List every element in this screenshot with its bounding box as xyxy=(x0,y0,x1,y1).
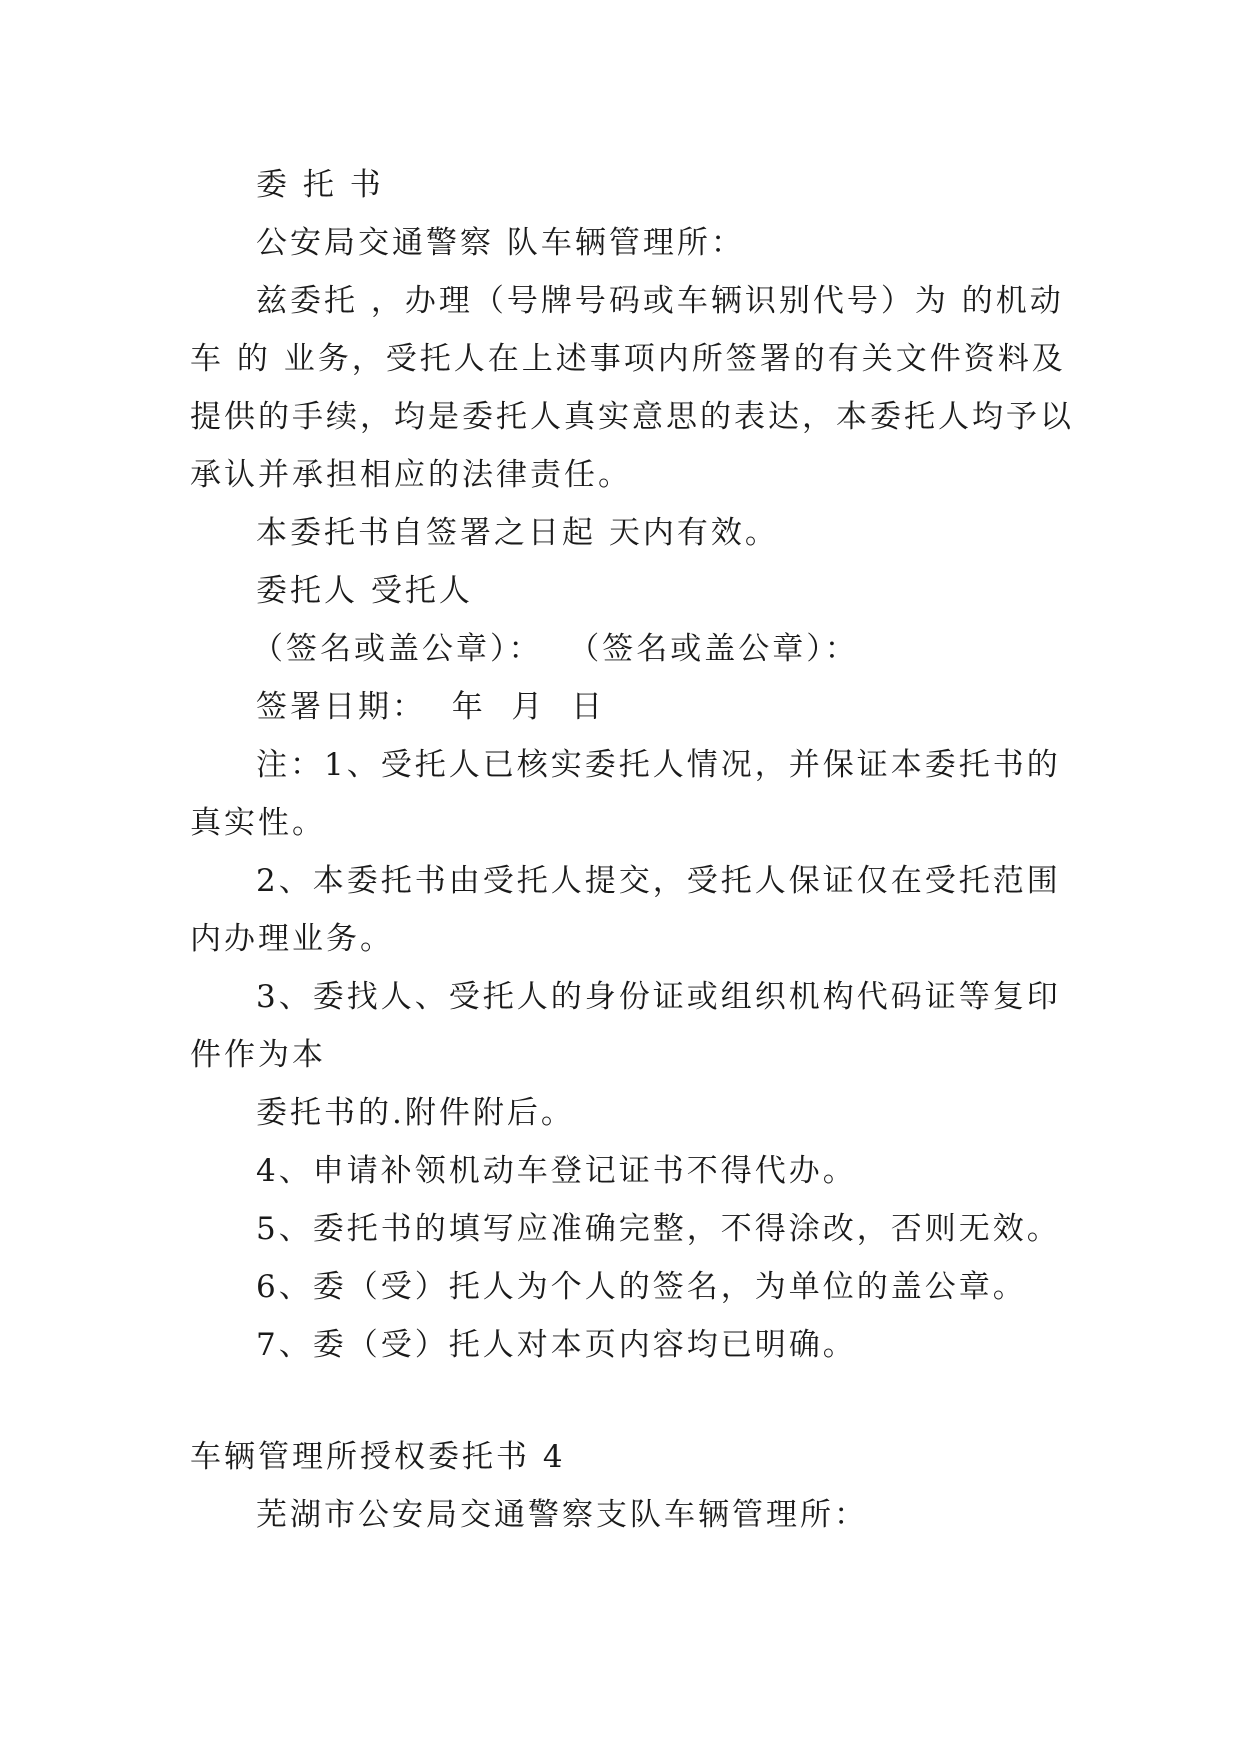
document-title: 委 托 书 xyxy=(256,167,384,203)
note-line: 真实性。 xyxy=(190,805,326,841)
note-line: 委托书的.附件附后。 xyxy=(256,1095,575,1131)
section-heading: 车辆管理所授权委托书 4 xyxy=(190,1439,566,1475)
parties-line: 委托人 受托人 xyxy=(256,573,473,609)
body-line: 车 的 业务，受托人在上述事项内所签署的有关文件资料及 xyxy=(190,341,1066,377)
validity-line: 本委托书自签署之日起 天内有效。 xyxy=(256,515,779,551)
note-line: 5、委托书的填写应准确完整，不得涂改，否则无效。 xyxy=(256,1211,1061,1247)
note-line: 内办理业务。 xyxy=(190,921,394,957)
sign-date: 签署日期： 年 月 日 xyxy=(256,689,606,725)
body-line: 提供的手续，均是委托人真实意思的表达，本委托人均予以 xyxy=(190,399,1074,435)
note-line: 6、委（受）托人为个人的签名，为单位的盖公章。 xyxy=(256,1269,1027,1305)
note-line: 注：1、受托人已核实委托人情况，并保证本委托书的 xyxy=(256,747,1061,783)
note-line: 7、委（受）托人对本页内容均已明确。 xyxy=(256,1327,857,1363)
note-line: 3、委找人、受托人的身份证或组织机构代码证等复印 xyxy=(256,979,1061,1015)
section-addressee: 芜湖市公安局交通警察支队车辆管理所： xyxy=(256,1497,868,1533)
note-line: 4、申请补领机动车登记证书不得代办。 xyxy=(256,1153,857,1189)
addressee: 公安局交通警察 队车辆管理所： xyxy=(256,225,745,261)
signature-note: （签名或盖公章）： （签名或盖公章）： xyxy=(252,631,859,667)
body-line: 兹委托 ，办理（号牌号码或车辆识别代号）为 的机动 xyxy=(256,283,1064,319)
body-line: 承认并承担相应的法律责任。 xyxy=(190,457,632,493)
note-line: 2、本委托书由受托人提交，受托人保证仅在受托范围 xyxy=(256,863,1061,899)
note-line: 件作为本 xyxy=(190,1037,326,1073)
